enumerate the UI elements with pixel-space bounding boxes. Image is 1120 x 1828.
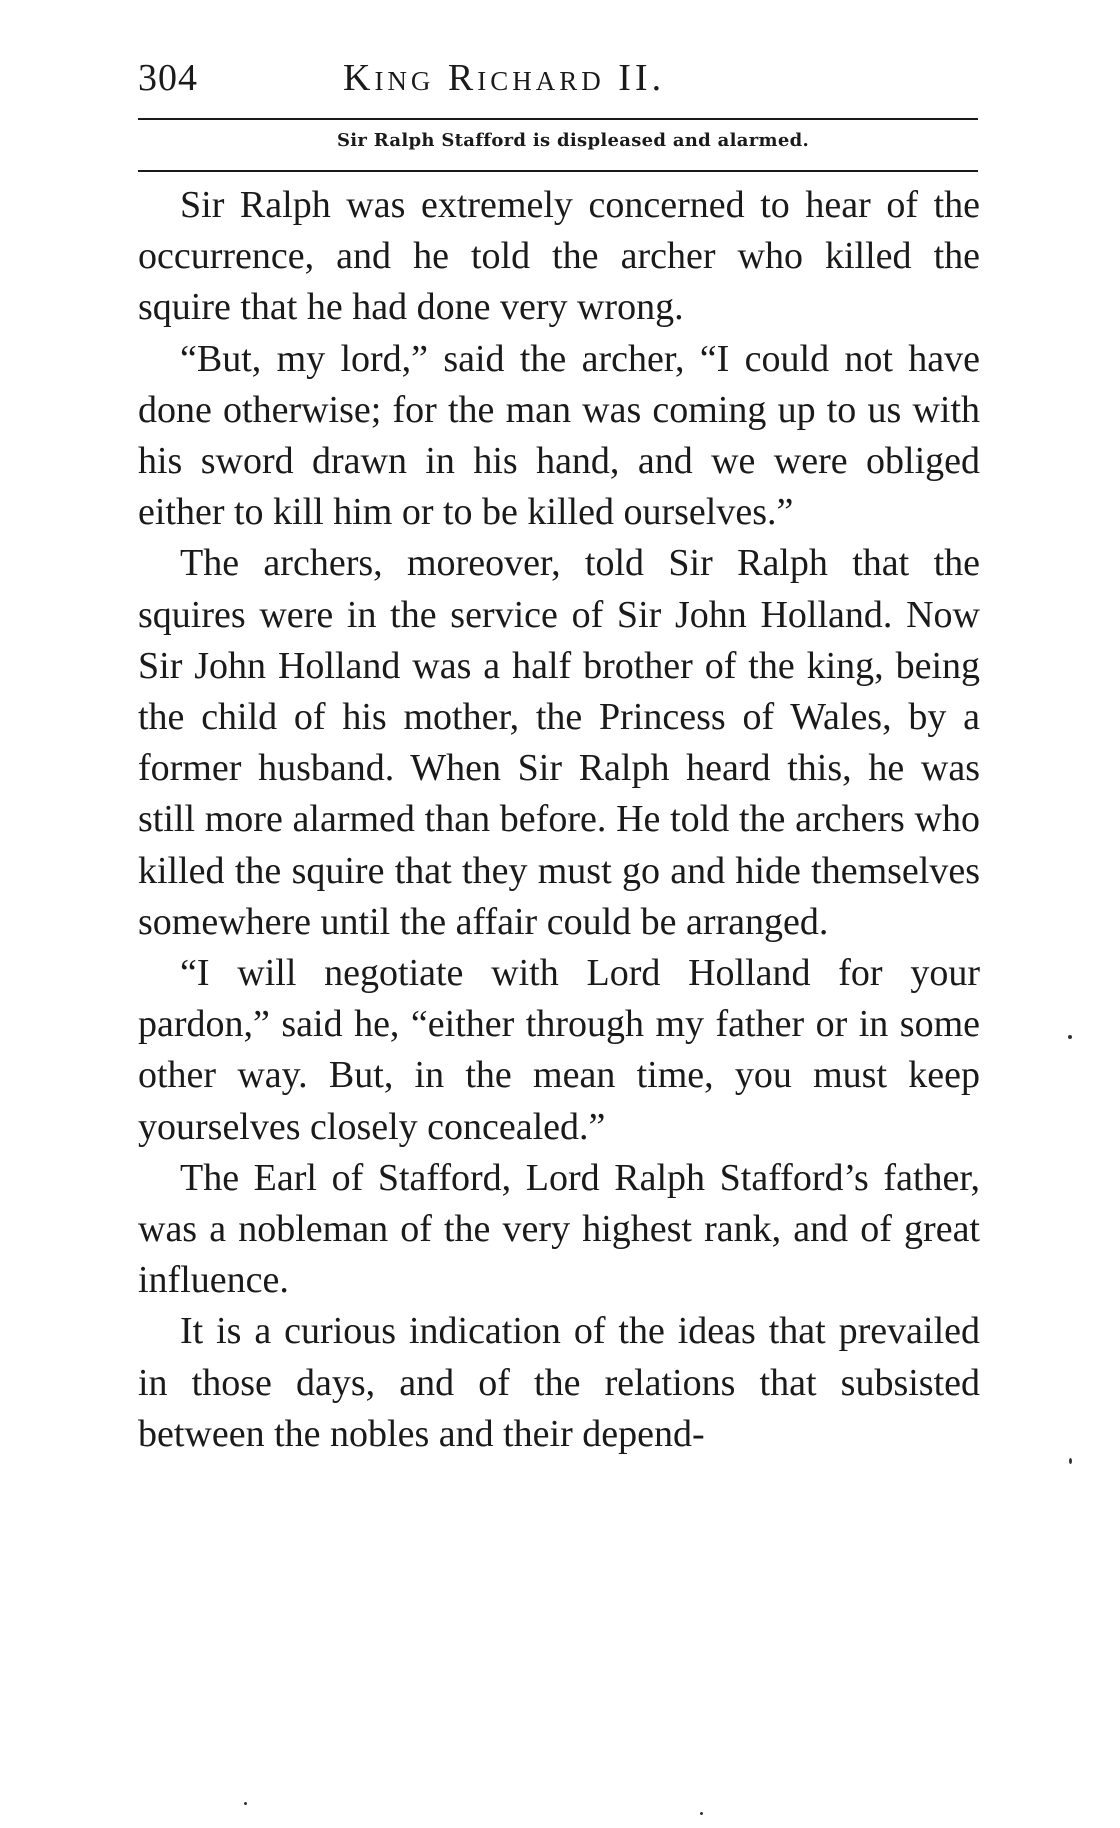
page-header [138, 52, 978, 112]
scan-speck [1068, 1035, 1072, 1039]
running-title: King Richard II. [343, 57, 666, 99]
body-text [138, 180, 980, 1460]
header-rule-bottom [138, 170, 978, 172]
header-rule-top [138, 118, 978, 120]
paragraph: Sir Ralph was extremely concerned to hear of the occurrence, and he told the archer who killed the squire that he had done very wrong. [138, 184, 980, 329]
paragraph: The archers, moreover, told Sir Ralph that the squires were in the service of Sir John Holland. Now Sir John Holland was a half brother of the king, being the child of his mother, the Princess of Wales, by a former husband. When Sir Ralph heard this, he was still more alarmed than before. He told the archers who killed the squire that they must go and hide themselves somewhere until the affair could be arranged. [138, 542, 980, 943]
scan-speck [1069, 1458, 1072, 1464]
scan-speck [244, 1802, 247, 1805]
page-number: 304 [138, 57, 198, 99]
section-subtitle: Sir Ralph Stafford is displeased and alarmed. [336, 130, 810, 151]
paragraph: It is a curious indication of the ideas that prevailed in those days, and of the relations that subsisted between the nobles and their depend- [138, 1310, 980, 1455]
paragraph: “I will negotiate with Lord Holland for your pardon,” said he, “either through my father or in some other way. But, in the mean time, you must keep yourselves closely concealed.” [138, 952, 980, 1148]
paragraph: The Earl of Stafford, Lord Ralph Stafford’s father, was a nobleman of the very highest rank, and of great influence. [138, 1156, 980, 1302]
paragraph: “But, my lord,” said the archer, “I could not have done otherwise; for the man was coming up to us with his sword drawn in his hand, and we were obliged either to kill him or to be killed ourselves.” [138, 337, 980, 534]
scan-speck [700, 1812, 703, 1815]
